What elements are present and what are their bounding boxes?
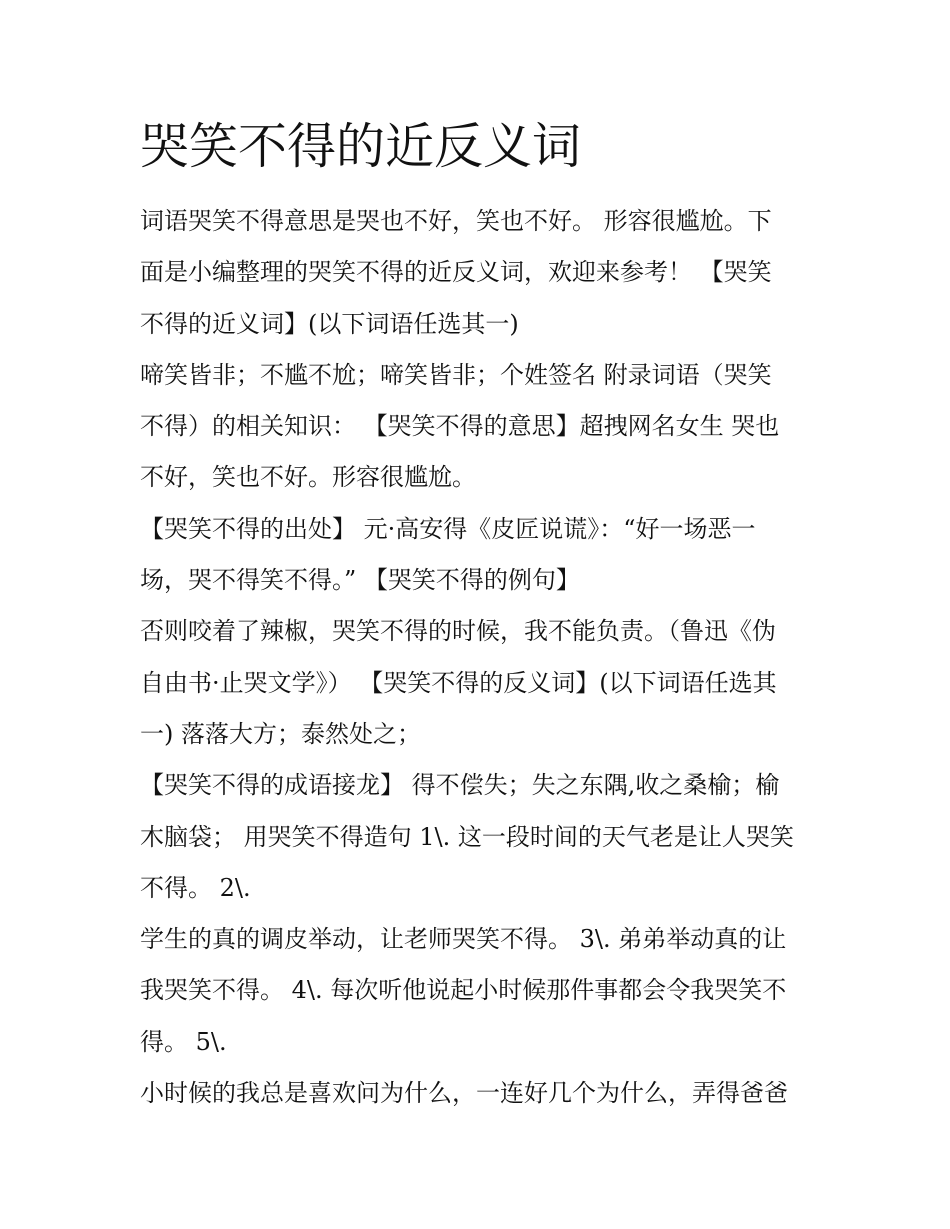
- body-line-3: 不得的近义词】(以下词语任选其一): [140, 309, 519, 338]
- body-line-7: 【哭笑不得的出处】 元·高安得《皮匠说谎》：“好一场恶一: [140, 514, 756, 543]
- body-line-5: 不得）的相关知识： 【哭笑不得的意思】超拽网名女生 哭也: [140, 412, 780, 441]
- body-line-2: 面是小编整理的哭笑不得的近反义词，欢迎来参考！ 【哭笑: [140, 258, 772, 287]
- body-line-15: 学生的真的调皮举动，让老师哭笑不得。 3\. 弟弟举动真的让: [140, 925, 787, 954]
- body-line-10: 自由书·止哭文学》） 【哭笑不得的反义词】(以下词语任选其: [140, 668, 777, 697]
- body-line-8: 场，哭不得笑不得。” 【哭笑不得的例句】: [140, 566, 580, 595]
- page-title: 哭笑不得的近反义词: [140, 118, 582, 175]
- body-line-9: 否则咬着了辣椒，哭笑不得的时候，我不能负责。（鲁迅《伪: [140, 617, 776, 646]
- body-line-6: 不好，笑也不好。形容很尴尬。: [140, 463, 476, 492]
- body-line-17: 得。 5\.: [140, 1027, 227, 1056]
- body-line-1: 词语哭笑不得意思是哭也不好，笑也不好。 形容很尴尬。下: [140, 207, 772, 235]
- body-line-12: 【哭笑不得的成语接龙】 得不偿失；失之东隅,收之桑榆；榆: [140, 771, 780, 800]
- body-line-14: 不得。 2\.: [140, 873, 251, 902]
- body-line-18: 小时候的我总是喜欢问为什么，一连好几个为什么，弄得爸爸: [140, 1079, 788, 1108]
- document-body: [140, 196, 812, 1119]
- body-line-13: 木脑袋； 用哭笑不得造句 1\. 这一段时间的天气老是让人哭笑: [140, 822, 794, 851]
- body-line-4: 啼笑皆非；不尴不尬；啼笑皆非；个姓签名 附录词语（哭笑: [140, 360, 772, 389]
- body-line-16: 我哭笑不得。 4\. 每次听他说起小时候那件事都会令我哭笑不: [140, 976, 787, 1005]
- body-line-11: 一) 落落大方；泰然处之；: [140, 719, 421, 748]
